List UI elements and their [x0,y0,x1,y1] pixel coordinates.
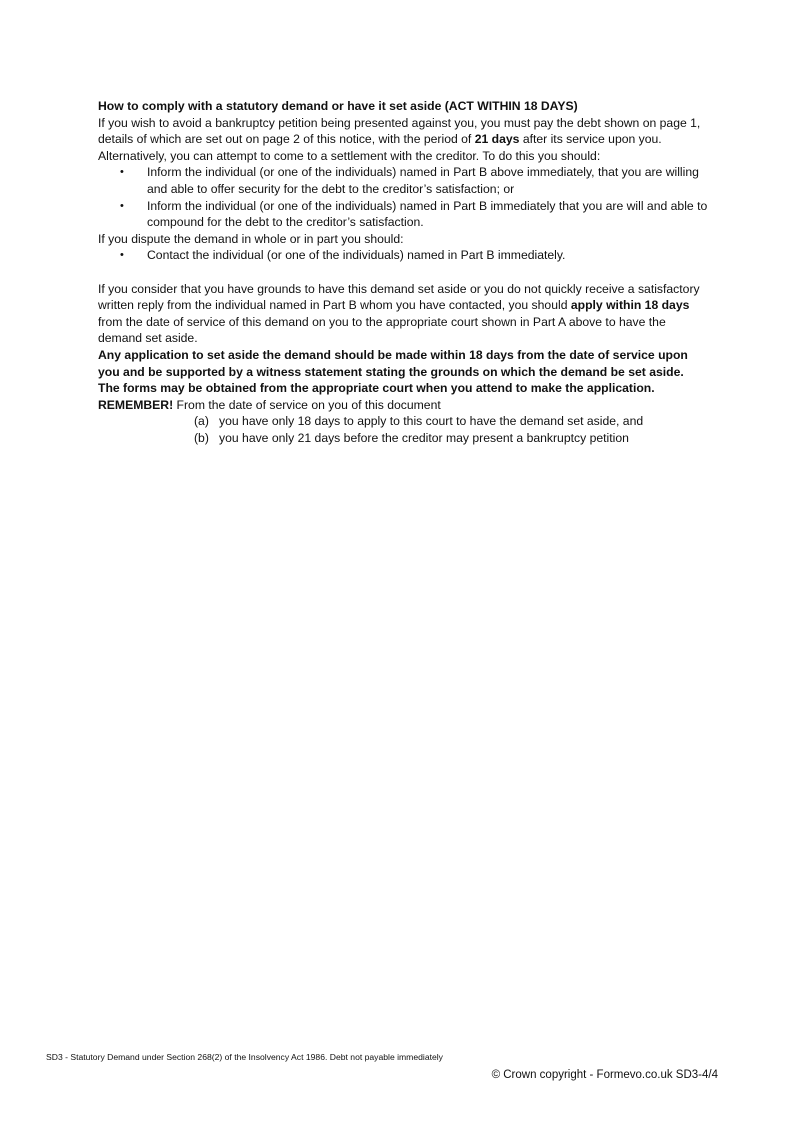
bullet-icon: • [120,249,124,262]
list-item: • Inform the individual (or one of the individuals) named in Part B above immediately, that you are willing and able to offer security for the debt to the creditor’s satisfaction; or [120,165,699,196]
section-heading: How to comply with a statutory demand or have it set aside (ACT WITHIN 18 DAYS) [98,99,578,113]
paragraph-spacer [98,264,708,281]
item-marker: (b) [194,430,209,445]
list-item: • Inform the individual (or one of the individuals) named in Part B immediately that you are will and able to compound for the debt to the creditor’s satisfaction. [120,198,708,230]
remember-line: REMEMBER! From the date of service on you of this document [98,397,441,412]
apply-deadline: apply within 18 days [570,298,690,313]
bullet-icon: • [120,199,124,212]
comply-paragraph: If you wish to avoid a bankruptcy petition being presented against you, you must pay the debt shown on page 1, details of which are set out on page 2 of this notice, with the period of 21 days after its service upon you. Alternatively, you can attempt to come to a settlement with the creditor. To do this you should: [98,115,701,163]
list-item: (a) you have only 18 days to apply to this court to have the demand set aside, and [194,414,644,429]
list-item: (b) you have only 21 days before the creditor may present a bankruptcy petition [194,430,629,445]
dispute-intro: If you dispute the demand in whole or in part you should: [98,231,404,246]
application-paragraph: Any application to set aside the demand should be made within 18 days from the date of service upon you and be supported by a witness statement stating the grounds on which the demand be set aside. The forms may be obtained from the appropriate court when you attend to make the application. [98,347,688,396]
item-marker: (a) [194,414,209,429]
bullet-icon: • [120,166,124,179]
period-days: 21 days [474,132,520,147]
set-aside-paragraph: If you consider that you have grounds to have this demand set aside or you do not quickly receive a satisfactory written reply from the individual named in Part B whom you have contacted, you should apply within 18 days from the date of service of this demand on you to the appropriate court shown in Part A above to have the demand set aside. [98,281,700,346]
form-footer-note: SD3 - Statutory Demand under Section 268(2) of the Insolvency Act 1986. Debt not payable immediately [46,1052,443,1062]
list-item: • Contact the individual (or one of the individuals) named in Part B immediately. [120,248,566,263]
copyright-footer: © Crown copyright - Formevo.co.uk SD3-4/4 [491,1069,718,1081]
remember-label: REMEMBER! [98,397,174,412]
dispute-actions-list [98,247,708,264]
notice-body [98,98,708,446]
remember-list [98,413,708,446]
settlement-options-list [98,164,708,230]
